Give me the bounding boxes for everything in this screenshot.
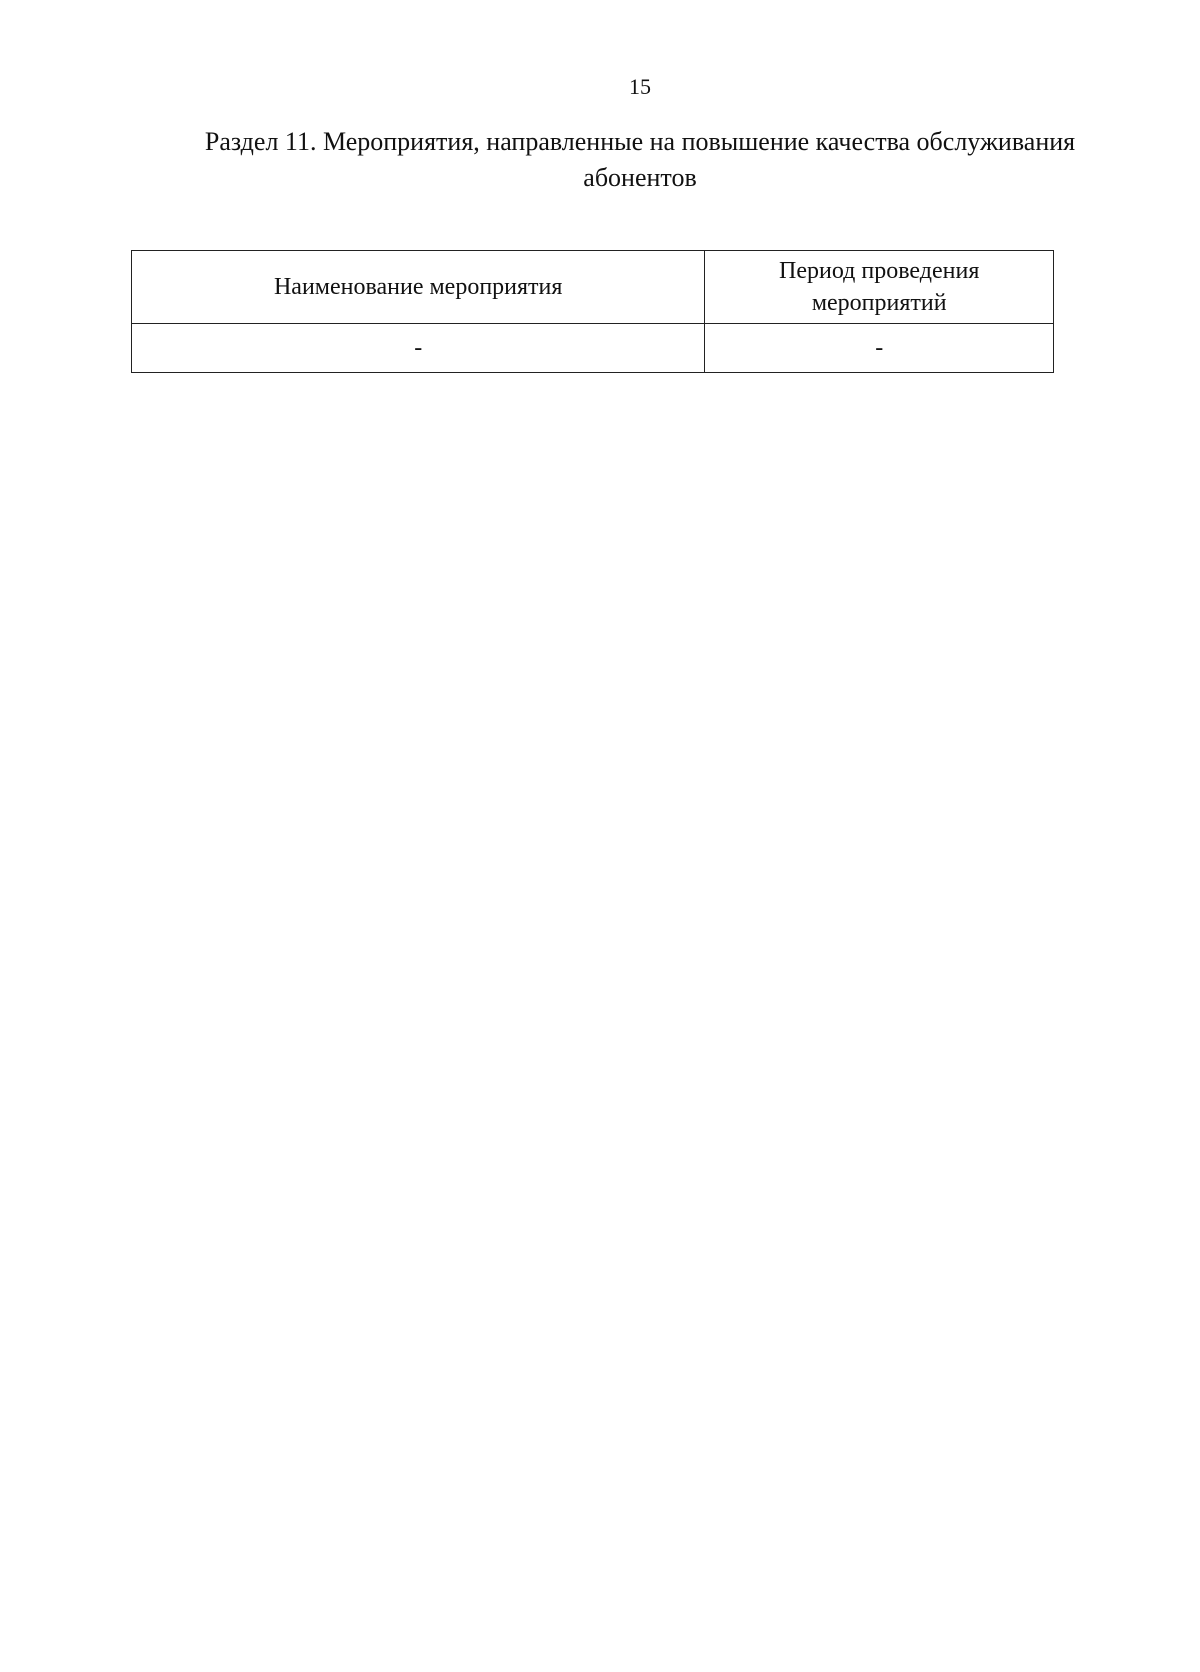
section-title-line-2: абонентов [583, 163, 697, 192]
section-title [160, 124, 1120, 196]
measures-table [131, 250, 1054, 373]
header-period-line-1: Период проведения [779, 258, 980, 284]
header-period [705, 251, 1054, 324]
section-title-line-1: Раздел 11. Мероприятия, направленные на повышение качества обслуживания [204, 127, 1076, 156]
header-measure-name: Наименование мероприятия [132, 251, 705, 324]
cell-period: - [705, 324, 1054, 373]
page-number: 15 [629, 74, 651, 99]
table-header-row [132, 251, 1054, 324]
header-period-line-2: мероприятий [811, 290, 947, 316]
cell-measure-name: - [132, 324, 705, 373]
table-row [132, 324, 1054, 373]
